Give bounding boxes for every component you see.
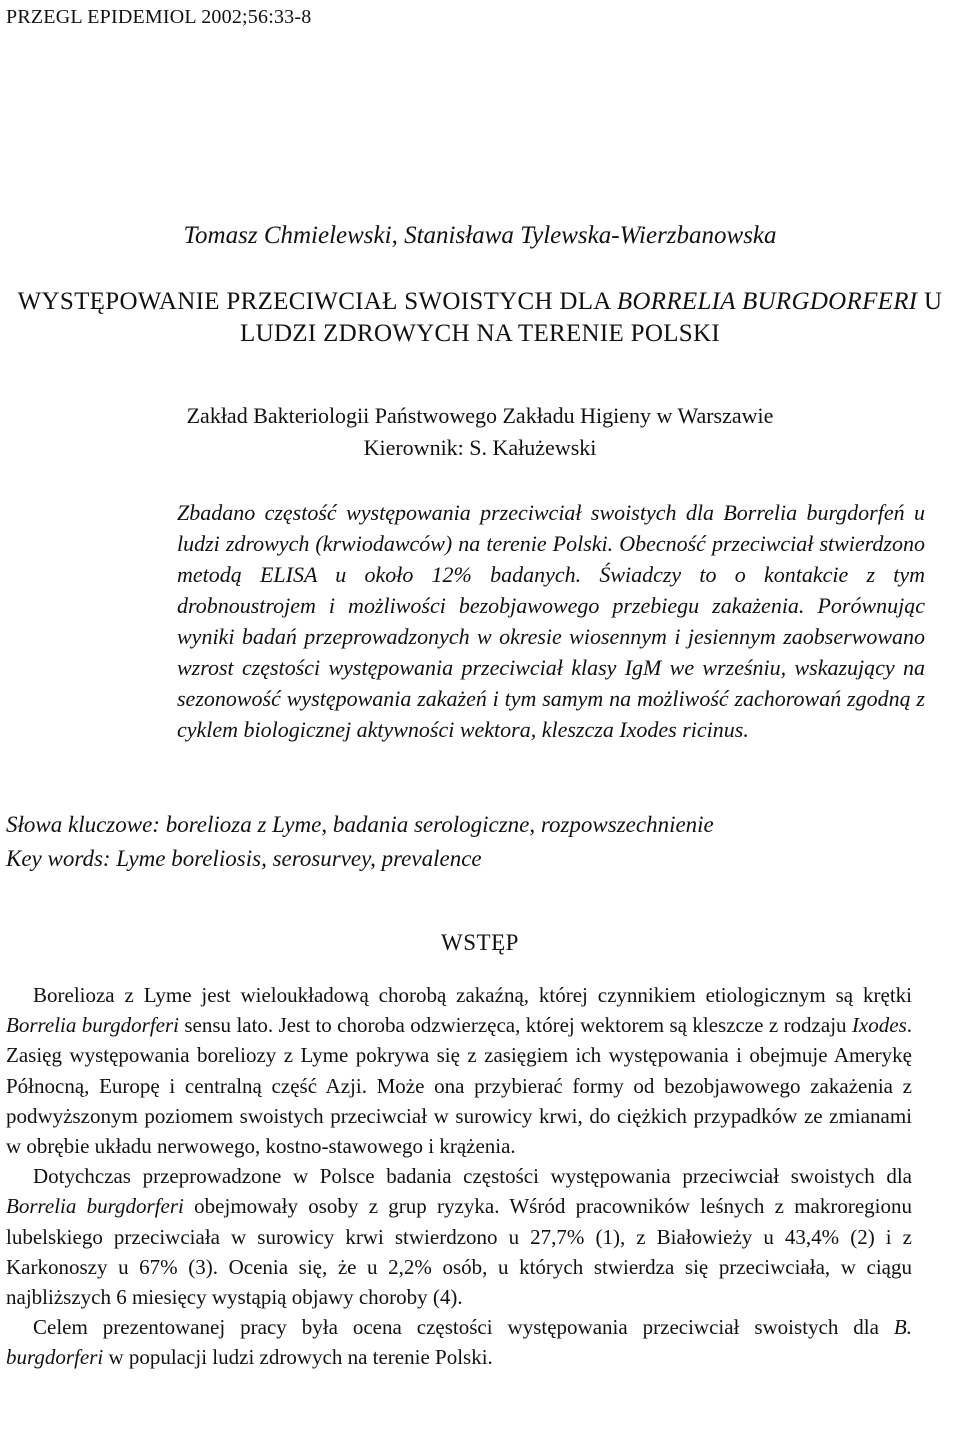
keywords — [6, 808, 946, 876]
journal-header: PRZEGL EPIDEMIOL 2002;56:33-8 — [6, 6, 312, 28]
p2-text-a: Dotychczas przeprowadzone w Polsce badania częstości występowania przeciwciał swoistych dla — [33, 1164, 912, 1189]
paragraph-2 — [6, 1161, 912, 1312]
p1-text-e: . Zasięg występowania boreliozy z Lyme pokrywa się z zasięgiem ich występowania i obejmuje Amerykę Północną, Europę i centralną część Azji. Może ona przybierać formy od bezobjawowego zakażenia z podwyższonym poziomem swoistych przeciwciał w surowicy krwi, do ciężkich przypadków ze zmianami w obrębie układu nerwowego, kostno-stawowego i krążenia. — [6, 1013, 912, 1159]
keywords-english: Key words: Lyme boreliosis, serosurvey, prevalence — [6, 846, 482, 871]
title-part-2: U LUDZI ZDROWYCH NA TERENIE POLSKI — [240, 288, 943, 347]
p3-text-a: Celem prezentowanej pracy była ocena częstości występowania przeciwciał swoistych dla — [33, 1315, 894, 1340]
institution — [0, 400, 960, 464]
paragraph-1 — [6, 980, 912, 1161]
p3-text-c: w populacji ludzi zdrowych na terenie Polski. — [103, 1345, 493, 1370]
p1-species: Borrelia burgdorferi — [6, 1013, 179, 1038]
p2-text-c: obejmowały osoby z grup ryzyka. Wśród pracowników leśnych z makroregionu lubelskiego przeciwciała w surowicy krwi stwierdzono u 27,7% (1), z Białowieży u 43,4% (2) i z Karkonoszy u 67% (3). Ocenia się, że u 2,2% osób, u których stwierdza się przeciwciała, w ciągu najbliższych 6 miesięcy wystąpią objawy choroby (4). — [6, 1194, 912, 1310]
paragraph-3 — [6, 1312, 912, 1372]
keywords-polish: Słowa kluczowe: borelioza z Lyme, badania serologiczne, rozpowszechnienie — [6, 812, 714, 837]
abstract — [177, 497, 925, 745]
title-part-1: WYSTĘPOWANIE PRZECIWCIAŁ SWOISTYCH DLA — [17, 288, 617, 315]
p1-text-a: Borelioza z Lyme jest wieloukładową chorobą zakaźną, której czynnikiem etiologicznym są krętki — [33, 983, 912, 1007]
title-species: BORRELIA BURGDORFERI — [616, 288, 918, 315]
p3-species: B. burgdorferi — [6, 1315, 912, 1370]
body-text — [6, 980, 912, 1373]
institution-name: Zakład Bakteriologii Państwowego Zakładu Higieny w Warszawie — [186, 403, 774, 428]
institution-head: Kierownik: S. Kałużewski — [363, 435, 597, 460]
authors: Tomasz Chmielewski, Stanisława Tylewska-Wierzbanowska — [183, 222, 777, 249]
p1-text-c: sensu lato. Jest to choroba odzwierzęca, której wektorem są kleszcze z rodzaju — [179, 1013, 852, 1038]
article-title — [0, 286, 960, 350]
abstract-text: Zbadano częstość występowania przeciwciał swoistych dla Borrelia burgdorfeń u ludzi zdrowych (krwiodawców) na terenie Polski. Obecność przeciwciał stwierdzono metodą ELISA u około 12% badanych. Świadczy to o kontakcie z tym drobnoustrojem i możliwości bezobjawowego przebiegu zakażenia. Porównując wyniki badań przeprowadzonych w okresie wiosennym i jesiennym zaobserwowano wzrost częstości występowania przeciwciał klasy IgM we wrześniu, wskazujący na sezonowość występowania zakażeń i tym samym na możliwość zachorowań zgodną z cyklem biologicznej aktywności wektora, kleszcza Ixodes ricinus. — [177, 500, 925, 742]
p1-genus: Ixodes — [851, 1013, 907, 1038]
p2-species: Borrelia burgdorferi — [6, 1194, 184, 1219]
section-title: WSTĘP — [441, 930, 519, 955]
